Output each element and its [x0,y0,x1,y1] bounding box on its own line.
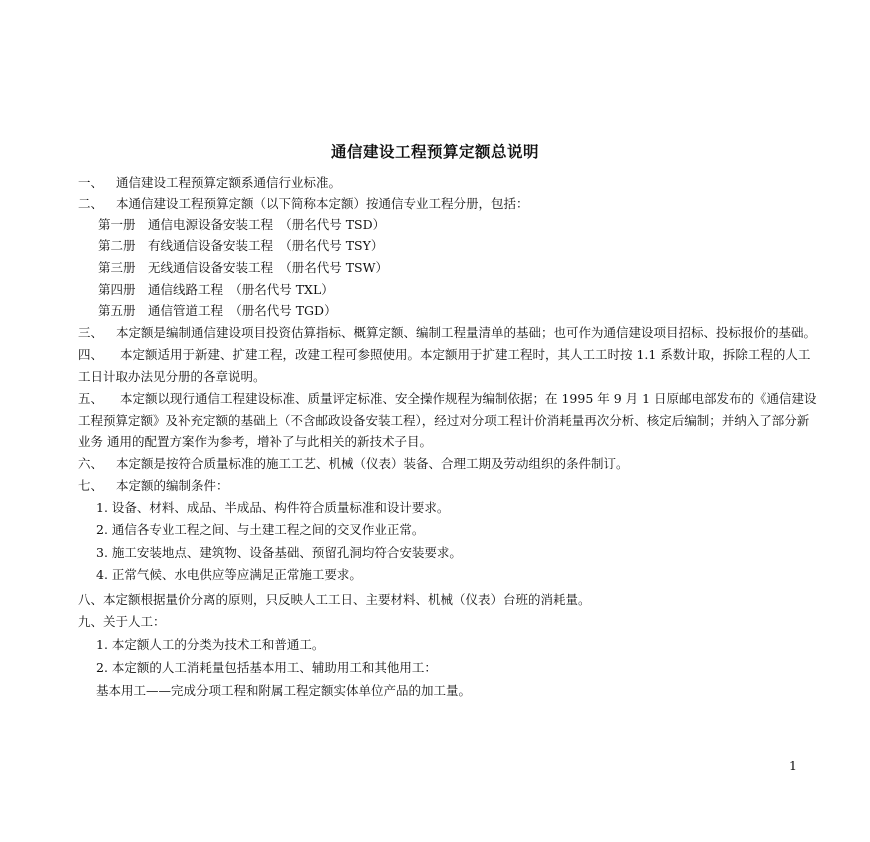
line-7 [98,301,337,321]
line-17 [96,520,424,540]
line-text: 3. 施工安装地点、建筑物、设备基础、预留孔洞均符合安装要求。 [96,545,462,560]
page-number: 1 [789,758,797,773]
line-3 [98,215,385,235]
section-number: 一、 [78,175,104,190]
line-6 [98,280,334,300]
line-text: 业务 通用的配置方案作为参考，增补了与此相关的新技术子目。 [78,434,432,449]
line-5 [98,258,388,278]
section-number: 四、 [78,347,104,362]
line-text: 本定额以现行通信工程建设标准、质量评定标准、安全操作规程为编制依据；在 1995 年 9 月 1 日原邮电部发布的《通信建设 [120,391,817,406]
line-13 [78,432,432,452]
line-text: 本通信建设工程预算定额（以下简称本定额）按通信专业工程分册，包括： [116,196,529,211]
line-text: 第二册 有线通信设备安装工程 （册名代号 TSY） [98,238,384,253]
section-number: 七、 [78,478,104,493]
line-text: 本定额是编制通信建设项目投资估算指标、概算定额、编制工程量清单的基础；也可作为通信建设项目招标、投标报价的基础。 [116,325,817,340]
line-text: 第四册 通信线路工程 （册名代号 TXL） [98,282,334,297]
line-16 [96,498,449,518]
line-1 [78,173,341,193]
line-text: 2. 本定额的人工消耗量包括基本用工、辅助用工和其他用工： [96,660,437,675]
line-9 [78,345,810,365]
line-18 [96,543,462,563]
line-21 [78,612,166,632]
line-2 [78,194,529,214]
section-number: 六、 [78,456,104,471]
line-19 [96,565,362,585]
line-4 [98,236,383,256]
line-10 [78,367,266,387]
line-12 [78,411,809,431]
line-22 [96,635,324,655]
section-number: 五、 [78,391,104,406]
document-title: 通信建设工程预算定额总说明 [330,142,539,161]
line-text: 本定额的编制条件： [116,478,229,493]
line-text: 4. 正常气候、水电供应等应满足正常施工要求。 [96,567,362,582]
section-number: 三、 [78,325,104,340]
line-24 [96,681,471,701]
line-text: 本定额是按符合质量标准的施工工艺、机械（仪表）装备、合理工期及劳动组织的条件制订。 [116,456,629,471]
line-text: 第一册 通信电源设备安装工程 （册名代号 TSD） [98,217,386,232]
line-text: 基本用工——完成分项工程和附属工程定额实体单位产品的加工量。 [96,683,472,698]
line-text: 2. 通信各专业工程之间、与土建工程之间的交叉作业正常。 [96,522,425,537]
line-14 [78,454,629,474]
line-text: 工日计取办法见分册的各章说明。 [78,369,266,384]
line-text: 通信建设工程预算定额系通信行业标准。 [116,175,342,190]
section-number: 二、 [78,196,104,211]
line-23 [96,658,437,678]
line-text: 第五册 通信管道工程 （册名代号 TGD） [98,303,337,318]
line-15 [78,476,229,496]
line-text: 工程预算定额》及补充定额的基础上（不含邮政设备安装工程），经过对分项工程计价消耗量再次分析、核定后编制；并纳入了部分新 [78,413,810,428]
line-text: 八、本定额根据量价分离的原则，只反映人工工日、主要材料、机械（仪表）台班的消耗量。 [78,592,591,607]
line-text: 1. 本定额人工的分类为技术工和普通工。 [96,637,325,652]
line-8 [78,323,816,343]
line-11 [78,389,817,409]
line-text: 1. 设备、材料、成品、半成品、构件符合质量标准和设计要求。 [96,500,450,515]
line-20 [78,590,591,610]
line-text: 九、关于人工： [78,614,166,629]
line-text: 本定额适用于新建、扩建工程，改建工程可参照使用。本定额用于扩建工程时，其人工工时按 1.1 系数计取，拆除工程的人工 [120,347,811,362]
line-text: 第三册 无线通信设备安装工程 （册名代号 TSW） [98,260,388,275]
